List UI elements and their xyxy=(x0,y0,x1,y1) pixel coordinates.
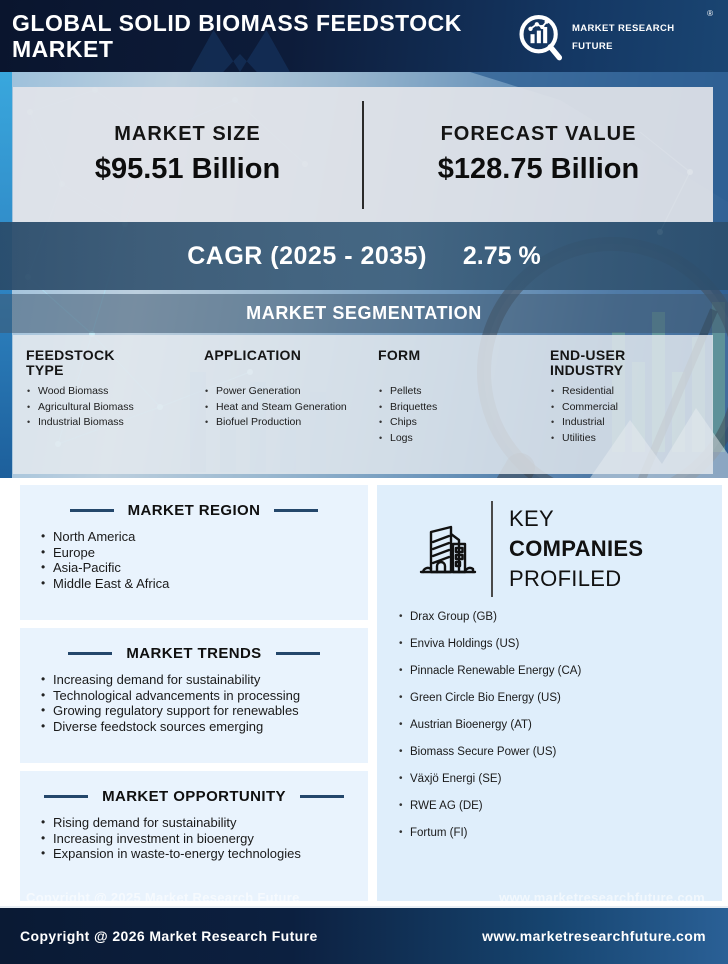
footer-bar xyxy=(0,906,728,964)
title-dash-left xyxy=(68,652,112,655)
segmentation-heading: FEEDSTOCK TYPE xyxy=(26,347,115,378)
list-item: • Asia-Pacific xyxy=(41,560,368,576)
list-item: • Increasing demand for sustainability xyxy=(41,672,368,688)
segmentation-list xyxy=(550,384,707,446)
forecast-value-label: FORECAST VALUE xyxy=(440,123,637,145)
segmentation-column-feedstock-type xyxy=(26,348,204,474)
list-item: • Growing regulatory support for renewables xyxy=(41,703,368,719)
list-item: • Briquettes xyxy=(378,400,550,416)
segmentation-column-application xyxy=(204,348,378,474)
footer-website-link[interactable]: www.marketresearchfuture.com xyxy=(482,928,706,944)
list-item: • Residential xyxy=(550,384,707,400)
vertical-divider xyxy=(491,501,493,597)
key-companies-title-line1: KEY xyxy=(509,506,554,531)
list-item: • Biomass Secure Power (US) xyxy=(399,746,722,758)
list-item: • Drax Group (GB) xyxy=(399,611,722,623)
list-item: • Middle East & Africa xyxy=(41,576,368,592)
list-item: • Pellets xyxy=(378,384,550,400)
registered-trademark-symbol: ® xyxy=(707,9,713,18)
list-item: • Enviva Holdings (US) xyxy=(399,638,722,650)
market-segmentation-panel xyxy=(13,335,713,474)
title-dash-right xyxy=(276,652,320,655)
list-item: • Biofuel Production xyxy=(204,415,378,431)
page-title: GLOBAL SOLID BIOMASS FEEDSTOCK MARKET xyxy=(12,10,462,62)
segmentation-list xyxy=(378,384,550,446)
market-segmentation-title: MARKET SEGMENTATION xyxy=(246,303,482,323)
brand-name: MARKET RESEARCH FUTURE xyxy=(571,23,675,52)
list-item: • Commercial xyxy=(550,400,707,416)
title-dash-left xyxy=(70,509,114,512)
market-trends-panel xyxy=(20,628,368,763)
segmentation-heading: END-USER INDUSTRY xyxy=(550,347,626,378)
header-bar xyxy=(0,0,728,72)
companies-list xyxy=(377,611,722,839)
forecast-value-value: $128.75 Billion xyxy=(437,153,640,185)
title-dash-right xyxy=(274,509,318,512)
key-companies-title-line2: COMPANIES xyxy=(509,536,644,561)
mrf-logo-icon xyxy=(517,10,564,62)
panel-title-row xyxy=(20,628,368,662)
bottom-section xyxy=(0,478,728,906)
market-trends-title: MARKET TRENDS xyxy=(126,645,262,662)
left-column xyxy=(20,485,368,909)
title-dash-right xyxy=(300,795,344,798)
list-item: • Chips xyxy=(378,415,550,431)
list-item: • Diverse feedstock sources emerging xyxy=(41,719,368,735)
key-companies-title xyxy=(509,504,643,594)
hero-section xyxy=(0,72,728,478)
market-trends-list xyxy=(20,672,368,734)
list-item: • Rising demand for sustainability xyxy=(41,815,368,831)
key-companies-title-line3: PROFILED xyxy=(509,566,622,591)
watermark-website: www.marketresearchfuture.com xyxy=(499,890,705,905)
list-item: • Expansion in waste-to-energy technologies xyxy=(41,846,368,862)
market-opportunity-list xyxy=(20,815,368,862)
market-size-label: MARKET SIZE xyxy=(114,123,261,145)
segmentation-heading: FORM xyxy=(378,347,421,363)
market-region-panel xyxy=(20,485,368,620)
key-companies-panel xyxy=(377,485,722,901)
segmentation-heading: APPLICATION xyxy=(204,347,302,363)
market-size-value: $95.51 Billion xyxy=(94,153,281,185)
title-dash-left xyxy=(44,795,88,798)
list-item: • Technological advancements in processing xyxy=(41,688,368,704)
panel-title-row xyxy=(20,771,368,805)
list-item: • Fortum (FI) xyxy=(399,827,722,839)
key-companies-header xyxy=(377,485,722,597)
list-item: • Industrial xyxy=(550,415,707,431)
list-item: • Green Circle Bio Energy (US) xyxy=(399,692,722,704)
list-item: • Europe xyxy=(41,545,368,561)
market-size-cell xyxy=(13,123,362,186)
forecast-value-cell xyxy=(364,123,713,186)
panel-title-row xyxy=(20,485,368,519)
market-opportunity-panel xyxy=(20,771,368,901)
segmentation-column-form xyxy=(378,348,550,474)
list-item: • Power Generation xyxy=(204,384,378,400)
list-item: • North America xyxy=(41,529,368,545)
watermark-copyright: Copyright @ 2025 Market Research Future xyxy=(26,890,300,905)
list-item: • Wood Biomass xyxy=(26,384,204,400)
brand-block xyxy=(517,10,714,62)
footer-copyright: Copyright @ 2026 Market Research Future xyxy=(20,928,318,944)
list-item: • Agricultural Biomass xyxy=(26,400,204,416)
segmentation-list xyxy=(26,384,204,431)
list-item: • Utilities xyxy=(550,431,707,447)
market-region-list xyxy=(20,529,368,591)
segmentation-list xyxy=(204,384,378,431)
list-item: • Austrian Bioenergy (AT) xyxy=(399,719,722,731)
market-segmentation-band xyxy=(0,294,728,333)
list-item: • Heat and Steam Generation xyxy=(204,400,378,416)
market-opportunity-title: MARKET OPPORTUNITY xyxy=(102,788,286,805)
segmentation-column-end-user-industry xyxy=(550,348,707,474)
list-item: • Industrial Biomass xyxy=(26,415,204,431)
market-region-title: MARKET REGION xyxy=(127,502,261,519)
cagr-value: 2.75 % xyxy=(462,241,541,270)
list-item: • Increasing investment in bioenergy xyxy=(41,831,368,847)
cagr-band xyxy=(0,222,728,290)
list-item: • RWE AG (DE) xyxy=(399,800,722,812)
list-item: • Växjö Energi (SE) xyxy=(399,773,722,785)
buildings-icon xyxy=(419,518,477,580)
list-item: • Logs xyxy=(378,431,550,447)
list-item: • Pinnacle Renewable Energy (CA) xyxy=(399,665,722,677)
market-size-panel xyxy=(13,87,713,222)
cagr-label: CAGR (2025 - 2035) xyxy=(187,241,427,270)
